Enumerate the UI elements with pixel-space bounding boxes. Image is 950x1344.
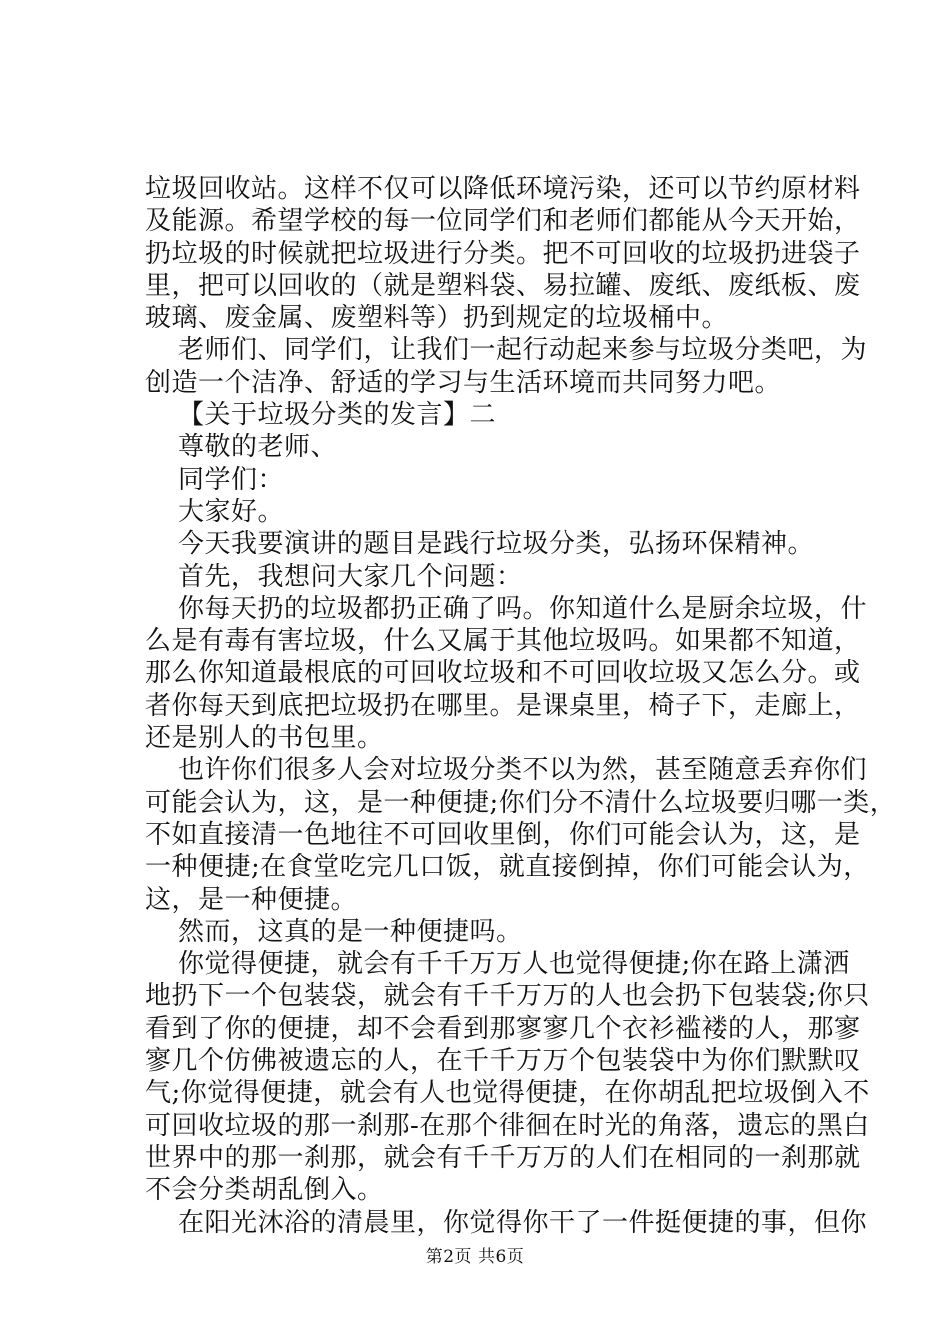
text-line: 看到了你的便捷，却不会看到那寥寥几个衣衫褴褛的人，那寥 [145,1013,861,1044]
text-line: 一种便捷;在食堂吃完几口饭，就直接倒掉，你们可能会认为， [145,852,870,883]
text-line: 扔垃圾的时候就把垃圾进行分类。把不可回收的垃圾扔进袋子 [145,238,861,269]
text-line: 玻璃、废金属、废塑料等）扔到规定的垃圾桶中。 [145,303,729,334]
text-line: 你觉得便捷，就会有千千万万人也觉得便捷;你在路上潇洒 [178,949,850,980]
text-line: 还是别人的书包里。 [145,723,384,754]
text-line: 你每天扔的垃圾都扔正确了吗。你知道什么是厨余垃圾，什 [178,593,868,624]
text-line: 不如直接清一色地往不可回收里倒，你们可能会认为，这，是 [145,819,861,850]
document-body [145,173,897,1239]
text-line: 首先，我想问大家几个问题： [178,561,523,592]
text-line: 这，是一种便捷。 [145,884,358,915]
text-line: 可回收垃圾的那一刹那-在那个徘徊在时光的角落，遗忘的黑白 [145,1110,870,1141]
greeting-line: 大家好。 [178,496,285,527]
text-line: 垃圾回收站。这样不仅可以降低环境污染，还可以节约原材料 [145,174,861,204]
text-line: 不会分类胡乱倒入。 [145,1175,384,1206]
text-line: 创造一个洁净、舒适的学习与生活环境而共同努力吧。 [145,367,782,398]
text-line: 可能会认为，这，是一种便捷;你们分不清什么垃圾要归哪一类， [145,787,897,818]
section-heading: 【关于垃圾分类的发言】二 [178,400,497,431]
text-line: 也许你们很多人会对垃圾分类不以为然，甚至随意丢弃你们 [178,755,868,786]
text-line: 世界中的那一刹那，就会有千千万万的人们在相同的一刹那就 [145,1142,861,1173]
text-line: 么是有毒有害垃圾，什么又属于其他垃圾吗。如果都不知道， [145,626,861,657]
text-line: 地扔下一个包装袋，就会有千千万万的人也会扔下包装袋;你只 [145,981,870,1012]
text-line: 那么你知道最根底的可回收垃圾和不可回收垃圾又怎么分。或 [145,658,861,689]
text-line: 在阳光沐浴的清晨里，你觉得你干了一件挺便捷的事，但你 [178,1207,868,1238]
salutation-line: 同学们： [178,464,285,495]
text-line: 里，把可以回收的（就是塑料袋、易拉罐、废纸、废纸板、废 [145,270,861,301]
text-line: 然而，这真的是一种便捷吗。 [178,916,523,947]
text-line: 今天我要演讲的题目是践行垃圾分类，弘扬环保精神。 [178,529,815,560]
text-line: 者你每天到底把垃圾扔在哪里。是课桌里，椅子下，走廊上， [145,690,861,721]
text-line: 老师们、同学们，让我们一起行动起来参与垃圾分类吧，为 [178,335,868,366]
text-line: 气;你觉得便捷，就会有人也觉得便捷，在你胡乱把垃圾倒入不 [145,1078,870,1109]
text-line: 及能源。希望学校的每一位同学们和老师们都能从今天开始， [145,206,861,237]
salutation-line: 尊敬的老师、 [178,432,338,463]
page-number-footer: 第2页 共6页 [425,1247,525,1267]
text-line: 寥几个仿佛被遗忘的人，在千千万万个包装袋中为你们默默叹 [145,1046,861,1077]
